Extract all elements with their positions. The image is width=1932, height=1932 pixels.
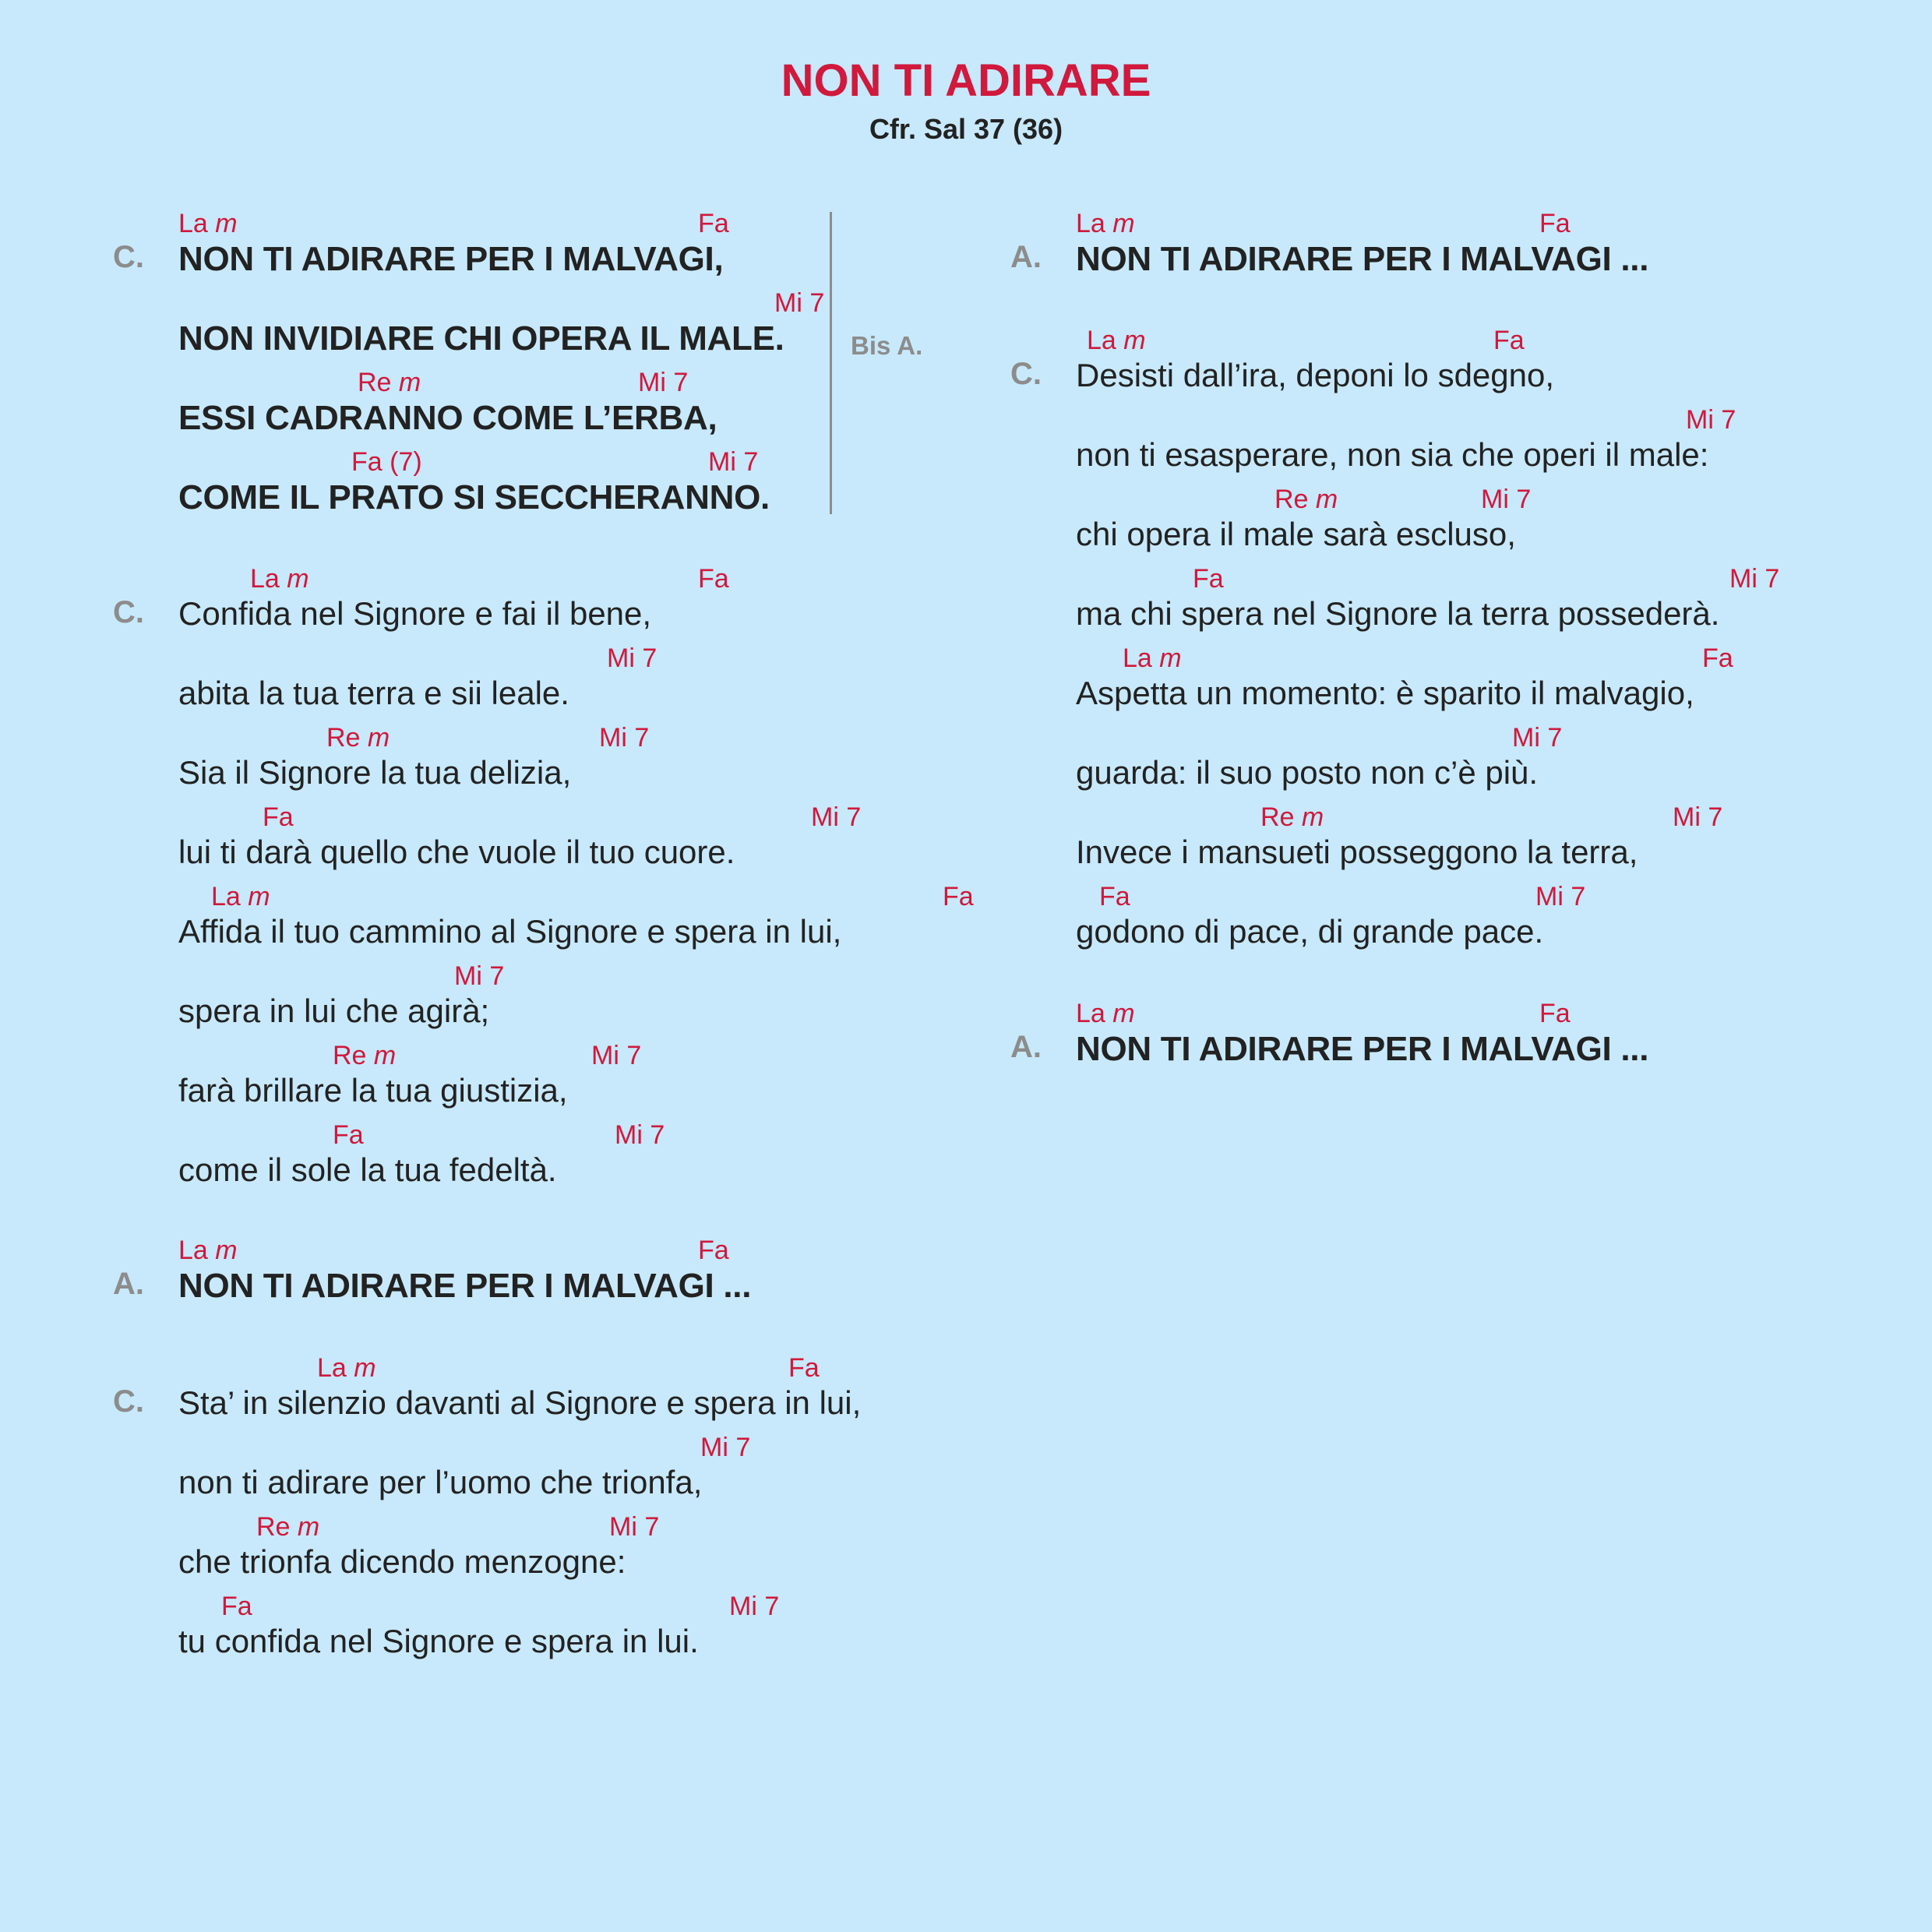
chord-root: La [211, 882, 241, 911]
chord-label [1512, 723, 1562, 753]
chord-root: Re [256, 1512, 291, 1542]
chord-label [250, 564, 309, 594]
chord-quality: m [287, 564, 309, 594]
chord-label [1539, 209, 1571, 239]
lyric-line [1076, 643, 1932, 723]
cantor-marker: C. [113, 240, 144, 274]
lyric-line [178, 368, 1035, 447]
chord-root: Fa [698, 1236, 729, 1265]
lyric-line [1076, 999, 1932, 1078]
cantor-marker: C. [113, 1384, 144, 1419]
chord-root: Fa [1099, 882, 1130, 911]
chord-label [729, 1592, 779, 1622]
chord-root: La [178, 1236, 208, 1265]
lyric-line [1076, 802, 1932, 882]
lyric-line [1076, 723, 1932, 802]
chord-label [943, 882, 974, 912]
chord-label [351, 447, 422, 478]
chord-root: Mi 7 [607, 643, 658, 673]
chord-root: Mi 7 [708, 447, 759, 477]
chord-quality: m [398, 368, 421, 397]
chord-label [698, 1236, 729, 1266]
lyric-line [178, 1236, 1035, 1315]
chord-label [256, 1512, 319, 1542]
chord-label [698, 209, 729, 239]
chord-root: Re [326, 723, 361, 753]
song-subtitle: Cfr. Sal 37 (36) [869, 113, 1063, 145]
chord-root: La [1123, 643, 1152, 673]
cantor-marker: C. [1010, 357, 1042, 391]
lyric-text: NON INVIDIARE CHI OPERA IL MALE. [178, 319, 784, 358]
chord-label [698, 564, 729, 594]
chord-label [1535, 882, 1585, 912]
chord-root: Fa [1539, 209, 1571, 238]
chord-root: Fa [1702, 643, 1733, 673]
chord-quality: m [354, 1353, 376, 1383]
chord-quality: m [215, 1236, 238, 1265]
chord-root: Re [1274, 485, 1309, 514]
chord-label [1076, 999, 1135, 1029]
chord-label [333, 1120, 364, 1151]
lyric-line [178, 1120, 1035, 1200]
lyric-text: NON TI ADIRARE PER I MALVAGI, [178, 240, 724, 278]
lyric-text: NON TI ADIRARE PER I MALVAGI ... [1076, 240, 1649, 278]
chord-label [1193, 564, 1224, 594]
chord-label [599, 723, 649, 753]
chord-label [788, 1353, 820, 1384]
chord-root: Mi 7 [454, 961, 505, 991]
chord-label [609, 1512, 659, 1542]
assembly-marker: A. [113, 1267, 144, 1301]
lyric-text: Affida il tuo cammino al Signore e spera in lui, [178, 913, 842, 950]
lyric-text: NON TI ADIRARE PER I MALVAGI ... [178, 1267, 752, 1305]
chord-root: Fa [1539, 999, 1571, 1028]
chord-root: Mi 7 [1673, 802, 1723, 832]
lyric-line [178, 802, 1035, 882]
chord-root: Mi 7 [729, 1592, 780, 1621]
chord-root: Fa [698, 564, 729, 594]
chord-root: Re [1260, 802, 1295, 832]
chord-root: Mi 7 [1481, 485, 1532, 514]
bis-bracket-line [830, 212, 832, 514]
chord-quality: m [1123, 326, 1146, 355]
chord-label [263, 802, 294, 833]
chord-quality: m [1112, 209, 1135, 238]
chord-root: Mi 7 [1512, 723, 1563, 753]
chord-label [1539, 999, 1571, 1029]
lyric-text: non ti adirare per l’uomo che trionfa, [178, 1464, 703, 1500]
chord-label [700, 1433, 750, 1463]
lyric-text: spera in lui che agirà; [178, 992, 490, 1029]
lyric-line [1076, 485, 1932, 564]
lyric-line [178, 209, 1035, 288]
chord-root: Fa [1493, 326, 1525, 355]
lyric-text: Aspetta un momento: è sparito il malvagio, [1076, 675, 1694, 711]
chord-quality: m [297, 1512, 320, 1542]
lyric-text: come il sole la tua fedeltà. [178, 1151, 557, 1188]
lyric-line [1076, 209, 1932, 288]
chord-root: Fa [943, 882, 974, 911]
chord-root: La [250, 564, 280, 594]
lyric-text: guarda: il suo posto non c’è più. [1076, 754, 1539, 791]
chord-root: Fa (7) [351, 447, 422, 477]
chord-root: La [317, 1353, 347, 1383]
chord-label [1686, 405, 1736, 435]
chord-root: La [1076, 999, 1105, 1028]
lyric-text: ESSI CADRANNO COME L’ERBA, [178, 399, 717, 437]
lyric-line [178, 882, 1035, 961]
lyric-text: COME IL PRATO SI SECCHERANNO. [178, 478, 770, 516]
lyric-line [178, 723, 1035, 802]
lyric-text: che trionfa dicendo menzogne: [178, 1543, 626, 1580]
lyric-text: ma chi spera nel Signore la terra possederà. [1076, 595, 1720, 632]
chord-root: Fa [788, 1353, 820, 1383]
chord-quality: m [1159, 643, 1182, 673]
chord-label [1702, 643, 1733, 674]
lyric-text: Desisti dall’ira, deponi lo sdegno, [1076, 357, 1555, 393]
lyric-text: godono di pace, di grande pace. [1076, 913, 1544, 950]
chord-label [1673, 802, 1722, 833]
chord-root: Re [333, 1041, 367, 1070]
chord-label [638, 368, 688, 398]
chord-root: Mi 7 [1729, 564, 1780, 594]
lyric-line [178, 1353, 1035, 1433]
chord-root: Mi 7 [609, 1512, 660, 1542]
chord-label [811, 802, 861, 833]
lyric-line [1076, 564, 1932, 643]
lyric-text: Confida nel Signore e fai il bene, [178, 595, 652, 632]
lyric-line [1076, 405, 1932, 485]
chord-label [358, 368, 421, 398]
chord-label [1123, 643, 1182, 674]
chord-root: Fa [333, 1120, 364, 1150]
chord-label [178, 1236, 238, 1266]
chord-root: Mi 7 [638, 368, 689, 397]
lyric-line [178, 1433, 1035, 1512]
lyric-text: non ti esasperare, non sia che operi il male: [1076, 436, 1709, 473]
chord-label [1076, 209, 1135, 239]
chord-root: Mi 7 [599, 723, 650, 753]
chord-label [317, 1353, 376, 1384]
lyric-text: NON TI ADIRARE PER I MALVAGI ... [1076, 1030, 1649, 1068]
lyric-line [178, 1512, 1035, 1592]
lyric-line [178, 564, 1035, 643]
chord-quality: m [367, 723, 390, 753]
cantor-marker: C. [113, 595, 144, 629]
lyric-text: tu confida nel Signore e spera in lui. [178, 1623, 699, 1659]
chord-quality: m [1301, 802, 1324, 832]
lyric-line [178, 961, 1035, 1041]
chord-label [708, 447, 758, 478]
lyric-text: lui ti darà quello che vuole il tuo cuore. [178, 834, 735, 870]
song-title: NON TI ADIRARE [781, 55, 1151, 106]
lyric-line [178, 643, 1035, 723]
chord-label [607, 643, 657, 674]
chord-root: La [178, 209, 208, 238]
chord-quality: m [373, 1041, 397, 1070]
chord-label [1099, 882, 1130, 912]
chord-label [211, 882, 270, 912]
chord-label [1481, 485, 1531, 515]
chord-root: Fa [698, 209, 729, 238]
lyric-line [1076, 882, 1932, 961]
chord-quality: m [1112, 999, 1135, 1028]
assembly-marker: A. [1010, 1030, 1042, 1064]
lyric-line [178, 1592, 1035, 1671]
assembly-marker: A. [1010, 240, 1042, 274]
chord-root: Mi 7 [1686, 405, 1736, 435]
chord-quality: m [215, 209, 238, 238]
chord-root: Mi 7 [774, 288, 825, 318]
chord-label [615, 1120, 665, 1151]
chord-root: La [1087, 326, 1116, 355]
chord-quality: m [248, 882, 270, 911]
lyric-text: abita la tua terra e sii leale. [178, 675, 569, 711]
chord-root: Fa [263, 802, 294, 832]
chord-root: Fa [1193, 564, 1224, 594]
chord-label [1260, 802, 1324, 833]
lyric-line [178, 1041, 1035, 1120]
chord-root: Mi 7 [591, 1041, 642, 1070]
chord-label [774, 288, 824, 319]
lyric-text: Sta’ in silenzio davanti al Signore e spera in lui, [178, 1384, 862, 1421]
chord-root: Mi 7 [1535, 882, 1586, 911]
lyric-line [1076, 326, 1932, 405]
lyric-line [178, 447, 1035, 527]
chord-label [178, 209, 238, 239]
chord-label [1087, 326, 1146, 356]
chord-label [1493, 326, 1525, 356]
chord-root: Fa [221, 1592, 252, 1621]
chord-label [326, 723, 390, 753]
chord-label [591, 1041, 641, 1071]
chord-root: Mi 7 [811, 802, 862, 832]
lyric-text: Sia il Signore la tua delizia, [178, 754, 572, 791]
chord-quality: m [1315, 485, 1338, 514]
chord-label [454, 961, 504, 992]
chord-label [1274, 485, 1338, 515]
chord-root: Re [358, 368, 392, 397]
lyric-text: chi opera il male sarà escluso, [1076, 516, 1516, 552]
lyric-text: farà brillare la tua giustizia, [178, 1072, 568, 1109]
chord-root: Mi 7 [615, 1120, 665, 1150]
chord-label [333, 1041, 396, 1071]
chord-label [1729, 564, 1779, 594]
chord-label [221, 1592, 252, 1622]
chord-root: La [1076, 209, 1105, 238]
bis-label: Bis A. [851, 331, 923, 360]
chord-root: Mi 7 [700, 1433, 751, 1462]
lyric-text: Invece i mansueti posseggono la terra, [1076, 834, 1638, 870]
